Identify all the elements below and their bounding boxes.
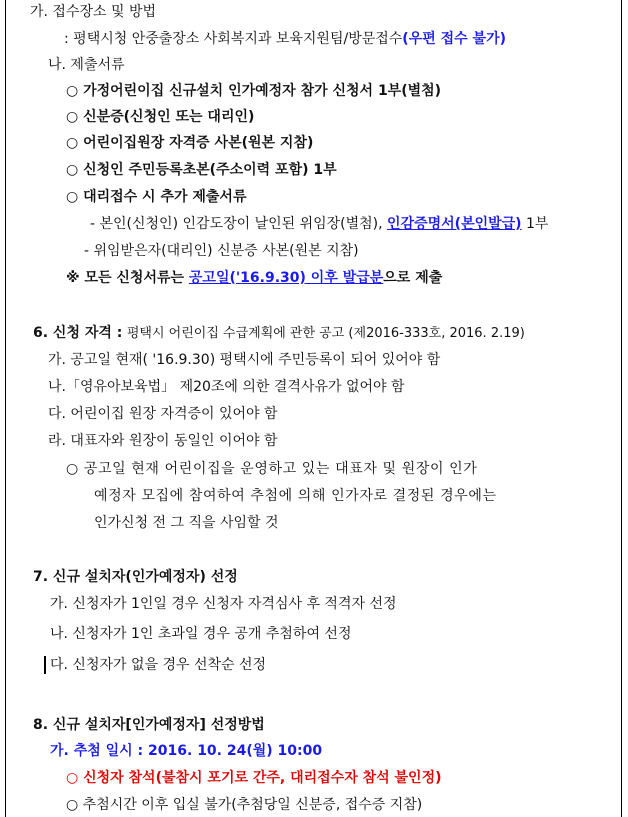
section-8-attendance-rule: ○ 신청자 참석(불참시 포기로 간주, 대리접수자 참석 불인정) [66, 770, 442, 786]
section-6-item-ga: 가. 공고일 현재( '16.9.30) 평택시에 주민등록이 되어 있어야 함 [48, 352, 441, 368]
issue-date-highlight: 공고일('16.9.30) 이후 발급분 [188, 270, 384, 286]
section-6-heading: 6. 신청 자격 : 평택시 어린이집 수급계획에 관한 공고 (제2016-333호, 2016. 2.19) [33, 325, 525, 341]
proxy-document-2: - 위임받은자(대리인) 신분증 사본(원본 지참) [84, 243, 359, 259]
section-6-item-na: 나.「영유아보육법」 제20조에 의한 결격사유가 없어야 함 [48, 379, 405, 395]
document-item-3: ○ 어린이집원장 자격증 사본(원본 지참) [66, 135, 314, 151]
seal-certificate-link: 인감증명서(본인발급) [387, 216, 522, 232]
document-item-1: ○ 가정어린이집 신규설치 인가예정자 참가 신청서 1부(별첨) [66, 83, 442, 99]
section-6-item-da: 다. 어린이집 원장 자격증이 있어야 함 [48, 406, 278, 422]
document-item-4: ○ 신청인 주민등록초본(주소이력 포함) 1부 [66, 162, 337, 178]
section-6-circle-line-1: ○ 공고일 현재 어린이집을 운영하고 있는 대표자 및 원장이 인가 [66, 461, 478, 477]
document-item-2: ○ 신분증(신청인 또는 대리인) [66, 109, 255, 125]
section-7-item-ga: 가. 신청자가 1인일 경우 신청자 자격심사 후 적격자 선정 [50, 596, 397, 612]
reception-detail: : 평택시청 안중출장소 사회복지과 보육지원팀/방문접수(우편 접수 불가) [64, 31, 506, 47]
section-6-circle-line-2: 예정자 모집에 참여하여 추첨에 의해 인가자로 결정된 경우에는 [94, 488, 497, 504]
section-6-item-ra: 라. 대표자와 원장이 동일인 이어야 함 [48, 433, 278, 449]
reception-heading: 가. 접수장소 및 방법 [30, 4, 156, 20]
no-mail-notice: (우편 접수 불가) [402, 31, 506, 47]
section-7-item-da: 다. 신청자가 없을 경우 선착순 선정 [50, 657, 267, 673]
text-cursor [44, 656, 46, 674]
documents-heading: 나. 제출서류 [48, 57, 125, 73]
section-7-heading: 7. 신규 설치자(인가예정자) 선정 [33, 569, 238, 585]
section-8-draw-date: 가. 추첨 일시 : 2016. 10. 24(월) 10:00 [50, 743, 323, 759]
section-8-late-entry-rule: ○ 추첨시간 이후 입실 불가(추첨당일 신분증, 접수증 지참) [66, 797, 423, 813]
section-8-heading: 8. 신규 설치자[인가예정자] 선정방법 [33, 717, 265, 733]
proxy-document-1: - 본인(신청인) 인감도장이 날인된 위임장(별첨), 인감증명서(본인발급) 1부 [90, 216, 549, 232]
section-7-item-na: 나. 신청자가 1인 초과일 경우 공개 추첨하여 선정 [50, 626, 352, 642]
section-6-circle-line-3: 인가신청 전 그 직을 사임할 것 [94, 515, 279, 531]
document-item-5: ○ 대리접수 시 추가 제출서류 [66, 189, 247, 205]
issue-date-note: ※ 모든 신청서류는 공고일('16.9.30) 이후 발급분으로 제출 [66, 270, 443, 286]
